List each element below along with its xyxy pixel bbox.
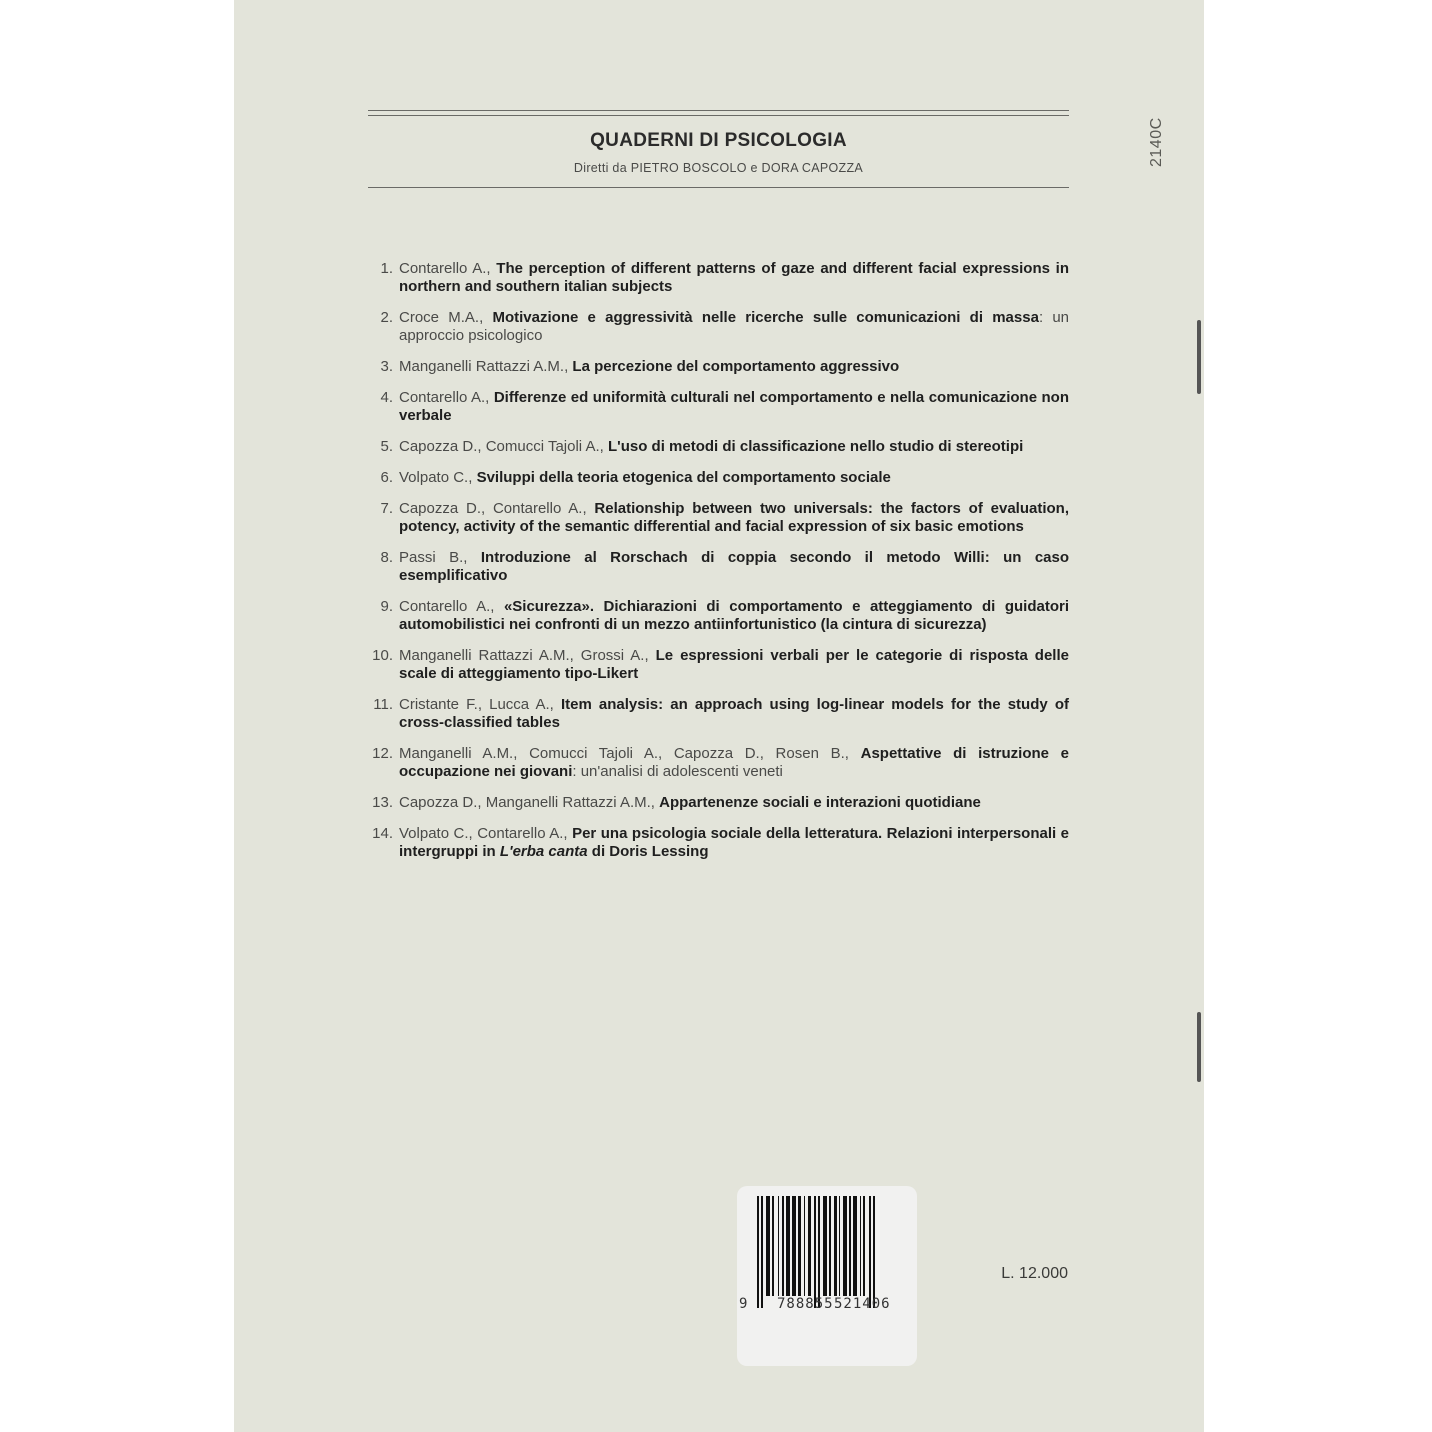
- list-item: [368, 598, 1069, 634]
- barcode-icon: [757, 1196, 902, 1304]
- item-number: 3.: [380, 358, 393, 375]
- item-authors: Capozza D., Comucci Tajoli A.,: [399, 438, 604, 455]
- item-title-end: di Doris Lessing: [591, 843, 709, 860]
- item-authors: Contarello A.,: [399, 260, 491, 277]
- list-item: [368, 647, 1069, 683]
- item-number: 7.: [380, 500, 393, 517]
- list-item: [368, 549, 1069, 585]
- header-double-rule: [368, 110, 1069, 116]
- item-title: La percezione del comportamento aggressivo: [572, 358, 900, 375]
- list-item: [368, 438, 1069, 456]
- barcode-sticker: [737, 1186, 917, 1366]
- list-item: [368, 745, 1069, 781]
- item-title: Differenze ed uniformità culturali nel comportamento e nella comunicazione non verbale: [399, 389, 1069, 424]
- series-title: QUADERNI DI PSICOLOGIA: [590, 130, 847, 151]
- list-item: [368, 358, 1069, 376]
- item-title-italic: L'erba canta: [499, 843, 588, 860]
- item-authors: Cristante F., Lucca A.,: [399, 696, 554, 713]
- item-authors: Volpato C., Contarello A.,: [399, 825, 568, 842]
- item-authors: Contarello A.,: [399, 598, 495, 615]
- item-number: 2.: [380, 309, 393, 326]
- list-item: [368, 794, 1069, 812]
- publication-list: [368, 260, 1069, 874]
- item-number: 8.: [380, 549, 393, 566]
- list-item: [368, 696, 1069, 732]
- item-authors: Capozza D., Manganelli Rattazzi A.M.,: [399, 794, 655, 811]
- barcode-digits-left: 788855: [777, 1296, 834, 1312]
- item-number: 10.: [372, 647, 393, 664]
- item-number: 14.: [372, 825, 393, 842]
- item-number: 4.: [380, 389, 393, 406]
- item-number: 1.: [380, 260, 393, 277]
- item-number: 5.: [380, 438, 393, 455]
- list-item: [368, 469, 1069, 487]
- item-authors: Volpato C.,: [399, 469, 473, 486]
- staple-top: [1197, 320, 1201, 394]
- item-subtitle: : un'analisi di adolescenti veneti: [572, 763, 783, 780]
- barcode-digit-lead: 9: [739, 1296, 748, 1312]
- item-authors: Croce M.A.,: [399, 309, 484, 326]
- item-title: Introduzione al Rorschach di coppia secondo il metodo Willi: un caso esemplificativo: [399, 549, 1070, 584]
- list-item: [368, 500, 1069, 536]
- item-subtitle: : un approccio psicologico: [399, 309, 1070, 344]
- item-number: 13.: [372, 794, 393, 811]
- barcode-digits-right: 521406: [834, 1296, 891, 1312]
- item-title: Aspettative di istruzione e occupazione nei giovani: [399, 745, 1069, 780]
- item-title: Le espressioni verbali per le categorie di risposta delle scale di atteggiamento tipo-Likert: [399, 647, 1069, 682]
- item-authors: Capozza D., Contarello A.,: [399, 500, 587, 517]
- item-title: Motivazione e aggressività nelle ricerche sulle comunicazioni di massa: [492, 309, 1039, 326]
- item-title: Sviluppi della teoria etogenica del comportamento sociale: [476, 469, 891, 486]
- item-title: Item analysis: an approach using log-linear models for the study of cross-classified tables: [399, 696, 1069, 731]
- item-authors: Passi B.,: [399, 549, 468, 566]
- item-title: Per una psicologia sociale della letteratura. Relazioni interpersonali e intergruppi in: [399, 825, 1069, 860]
- item-number: 11.: [373, 696, 393, 713]
- item-title: Relationship between two universals: the factors of evaluation, potency, activity of the semantic differential and facial expression of six basic emotions: [399, 500, 1069, 535]
- item-authors: Contarello A.,: [399, 389, 490, 406]
- item-authors: Manganelli Rattazzi A.M., Grossi A.,: [399, 647, 649, 664]
- item-number: 12.: [372, 745, 393, 762]
- item-title: The perception of different patterns of gaze and different facial expressions in northern and southern italian subjects: [399, 260, 1069, 295]
- list-item: [368, 825, 1069, 861]
- series-editors: Diretti da PIETRO BOSCOLO e DORA CAPOZZA: [573, 161, 864, 175]
- item-authors: Manganelli A.M., Comucci Tajoli A., Capozza D., Rosen B.,: [399, 745, 849, 762]
- list-item: [368, 389, 1069, 425]
- item-title: Appartenenze sociali e interazioni quotidiane: [659, 794, 981, 811]
- header-bottom-rule: [368, 187, 1069, 188]
- series-code: 2140C: [1148, 117, 1165, 167]
- item-number: 9.: [380, 598, 393, 615]
- item-title: L'uso di metodi di classificazione nello studio di stereotipi: [607, 438, 1024, 455]
- item-authors: Manganelli Rattazzi A.M.,: [399, 358, 569, 375]
- item-title: «Sicurezza». Dichiarazioni di comportamento e atteggiamento di guidatori automobilistici nei confronti di un mezzo antiinfortunistico (la cintura di sicurezza): [399, 598, 1069, 633]
- list-item: [368, 260, 1069, 296]
- item-number: 6.: [380, 469, 393, 486]
- staple-bottom: [1197, 1012, 1201, 1082]
- price-label: L. 12.000: [1001, 1265, 1068, 1282]
- list-item: [368, 309, 1069, 345]
